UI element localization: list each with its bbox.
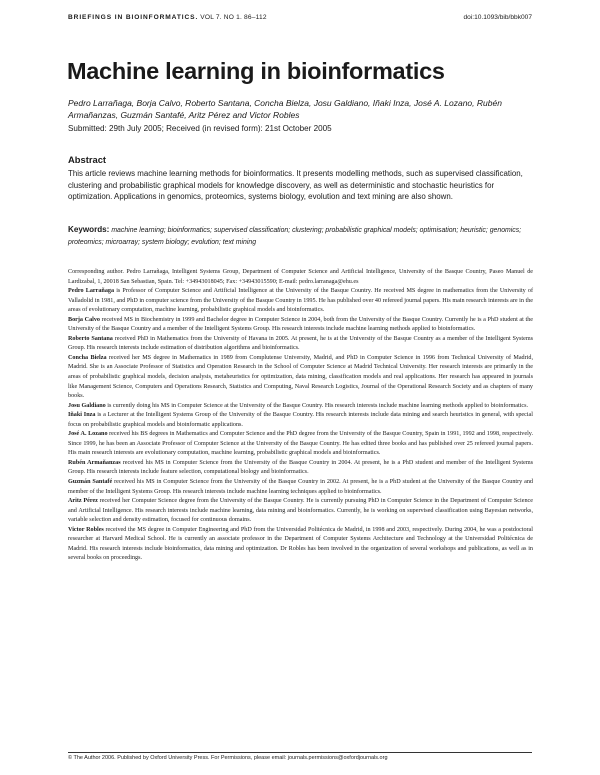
author-bio	[68, 316, 533, 335]
author-bio	[68, 497, 533, 526]
bio-author-name: Pedro Larrañaga	[68, 288, 115, 295]
bio-author-name: Concha Bielza	[68, 354, 107, 361]
copyright-footer: © The Author 2006. Published by Oxford University Press. For Permissions, please email: journals.permissions@oxfordjournals.org	[68, 755, 388, 761]
abstract-body: This article reviews machine learning methods for bioinformatics. It presents modelling methods, such as supervised classification, clustering and probabilistic graphical models for knowledge discovery, as well as deterministic and stochastic heuristics for optimization. Applications in genomics, proteomics, systems biology, evolution and text mining are also shown.	[68, 169, 523, 201]
journal-citation	[68, 14, 267, 21]
submission-dates: Submitted: 29th July 2005; Received (in revised form): 21st October 2005	[68, 124, 332, 133]
bio-text: received the MS degree in Computer Engineering and PhD from the Universidad Politécnica de Madrid, in 1998 and 2003, respectively. During 2004, he was a postdoctoral researcher at Harvard Medical School. He is currently an associate professor in the Department of Computer Systems Architecture and Technology at the Universidad Politécnica de Madrid. His research interests include bioinformatics, data mining and optimization. Dr Robles has been involved in the organization of several workshops and publications, as well as in several books on proceedings.	[68, 526, 533, 562]
author-bio	[68, 287, 533, 316]
bio-author-name: Josu Galdiano	[68, 402, 106, 409]
bio-text: received his MS in Computer Science from the University of the Basque Country in 2002. At present, he is a PhD student at the University of the Basque Country and member of the Intelligent Systems Group. His research interests include machine learning techniques applied to bioinformatics.	[68, 479, 533, 495]
journal-name: BRIEFINGS IN BIOINFORMATICS.	[68, 14, 199, 21]
bio-text: is Professor of Computer Science and Artificial Intelligence at the University of the Basque Country. He received MS degree in mathematics from the University of Valladolid in 1981, and PhD in computer science from the University of the Basque Country in 1995. He has published over 40 refereed journal papers. His main research interests are in the areas of evolutionary computation, machine learning, probabilistic graphical models and bioinformatics.	[68, 288, 533, 314]
author-bio	[68, 478, 533, 497]
bio-author-name: Iñaki Inza	[68, 412, 96, 419]
author-bio	[68, 402, 533, 412]
paper-title: Machine learning in bioinformatics	[67, 58, 445, 84]
abstract-heading: Abstract	[68, 154, 107, 165]
author-bio	[68, 411, 533, 430]
bio-author-name: Aritz Pérez	[68, 498, 98, 505]
corresponding-author-note: Corresponding author. Pedro Larrañaga, Intelligent Systems Group, Department of Computer Science and Artificial Intelligence, University of the Basque Country, Paseo Manuel de Lardizabal, 1, 20018 San Sebastian, Spain. Tel: +34943018045; Fax: +34943015590; E-mail: pedro.larranaga@ehu.es	[68, 269, 533, 285]
doi-link[interactable]: doi:10.1093/bib/bbk007	[463, 14, 532, 21]
bio-author-name: José A. Lozano	[68, 431, 108, 438]
bio-text: received his BS degrees in Mathematics and Computer Science and the PhD degree from the University of the Basque Country, Spain in 1991, 1992 and 1998, respectively. Since 1999, he has been an Associate Professor of Computer Science at the University of the Basque Country. He has edited three books and has published over 25 refereed journal papers. His main research interests are evolutionary computation, machine learning, probabilistic graphical models and bioinformatics.	[68, 431, 533, 457]
bio-author-name: Roberto Santana	[68, 335, 113, 342]
bio-author-name: Victor Robles	[68, 526, 104, 533]
bio-author-name: Rubén Armañanzas	[68, 459, 121, 466]
footer-divider	[68, 752, 532, 753]
bio-text: received his MS in Computer Science from the University of the Basque Country in 2004. At present, he is a PhD student and member of the Intelligent Systems Group. His research interests include feature selection, computational biology and bioinformatics.	[68, 459, 533, 476]
author-bio	[68, 459, 533, 478]
bio-text: received MS in Biochemistry in 1999 and Bachelor degree in Computer Science in 2004, both from the University of the Basque Country. Currently he is a PhD student at the University of the Basque Country and a member of the Intelligent Systems Group. His research interests include machine learning methods applied to bioinformatics.	[68, 316, 533, 333]
bio-author-name: Borja Calvo	[68, 316, 100, 323]
bio-text: received PhD in Mathematics from the University of Havana in 2005. At present, he is at the University of the Basque Country as a member of the Intelligent Systems Group. His research interests include estimation of distribution algorithms and bioinformatics.	[68, 335, 533, 352]
running-header	[68, 14, 532, 26]
author-bio	[68, 430, 533, 459]
author-bio	[68, 335, 533, 354]
keywords-label: Keywords:	[68, 225, 110, 234]
keywords	[68, 224, 538, 248]
bio-author-name: Guzmán Santafé	[68, 479, 113, 486]
author-bio	[68, 354, 533, 402]
bio-text: received her MS degree in Mathematics in 1989 from Complutense University, Madrid, and PhD in Computer Science in 1996 from Technical University of Madrid, Madrid. She is an Associate Professor of Statistics and Operation Research in the School of Computer Science at Madrid Technical University. Her research interests are primarily in the areas of probabilistic graphical models, decision analysis, metaheuristics for optimization, data mining, classification models and real applications. Her research has appeared in journals like Management Science, Computers and Operations Research, Statistics and Computing, Naval Research Logistics, Journal of the Operational Research Society and as chapters of many books.	[68, 354, 533, 400]
bio-text: is currently doing his MS in Computer Science at the University of the Basque Country. His research interests include machine learning methods applied to bioinformatics.	[105, 402, 529, 409]
author-bio	[68, 526, 533, 564]
keywords-text: machine learning; bioinformatics; supervised classification; clustering; probabilistic graphical models; optimisation; heuristic; genomics; proteomics; microarray; system biology; evolution; text mining	[68, 227, 522, 246]
bio-text: received her Computer Science degree from the University of the Basque Country. He is currently pursuing PhD in Computer Science in the Department of Computer Science and Artificial Intelligence. His research interests include machine learning, data mining and bioinformatics. Currently, he is working on supervised classification using Bayesian networks, variable selection and density estimation, focused for continuous domains.	[68, 498, 533, 524]
author-list: Pedro Larrañaga, Borja Calvo, Roberto Santana, Concha Bielza, Josu Galdiano, Iñaki Inza, José A. Lozano, Rubén Armañanzas, Guzmán Santafé, Aritz Pérez and Victor Robles	[68, 98, 502, 121]
journal-issue: VOL 7. NO 1. 86–112	[200, 14, 267, 21]
author-biographies	[68, 268, 533, 564]
bio-text: is a Lecturer at the Intelligent Systems Group of the University of the Basque Country. His research interests include data mining and search heuristics in general, with special focus on probabilistic graphical models and bioinformatic applications.	[68, 412, 533, 428]
